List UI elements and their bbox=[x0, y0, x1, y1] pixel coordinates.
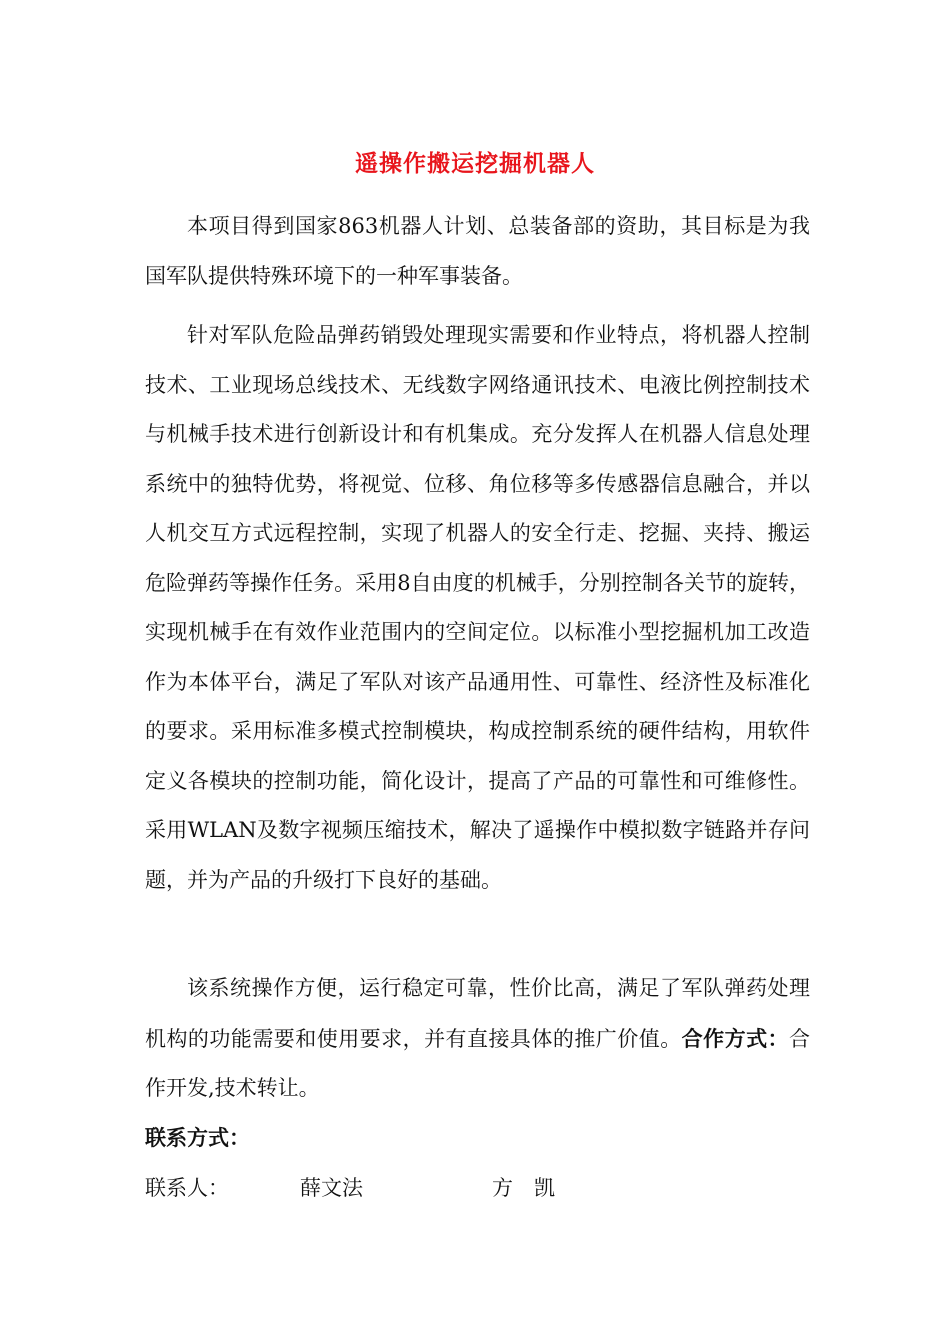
contact-name: 方 凯 bbox=[492, 1176, 555, 1200]
contact-name: 薛文法 bbox=[300, 1176, 363, 1200]
paragraph-technical bbox=[145, 311, 810, 905]
paragraph-text bbox=[145, 964, 810, 1114]
paragraph-summary bbox=[145, 964, 810, 1114]
summary-text: 该系统操作方便，运行稳定可靠，性价比高，满足了军队弹药处理机构的功能需要和使用要求，并有直接具体的推广价值。 bbox=[145, 976, 810, 1051]
document-title: 遥操作搬运挖掘机器人 bbox=[355, 150, 595, 177]
paragraph-text: 本项目得到国家863机器人计划、总装备部的资助，其目标是为我国军队提供特殊环境下的一种军事装备。 bbox=[145, 214, 810, 288]
paragraph-text: 针对军队危险品弹药销毁处理现实需要和作业特点，将机器人控制技术、工业现场总线技术、无线数字网络通讯技术、电液比例控制技术与机械手技术进行创新设计和有机集成。充分发挥人在机器人信息处理系统中的独特优势，将视觉、位移、角位移等多传感器信息融合，并以人机交互方式远程控制，实现了机器人的安全行走、挖掘、夹持、搬运危险弹药等操作任务。采用8自由度的机械手，分别控制各关节的旋转，实现机械手在有效作业范围内的空间定位。以标准小型挖掘机加工改造作为本体平台，满足了军队对该产品通用性、可靠性、经济性及标准化的要求。采用标准多模式控制模块，构成控制系统的硬件结构，用软件定义各模块的控制功能，简化设计，提高了产品的可靠性和可维修性。采用WLAN及数字视频压缩技术，解决了遥操作中模拟数字链路并存问题，并为产品的升级打下良好的基础。 bbox=[145, 323, 810, 892]
contact-person-label: 联系人： bbox=[145, 1176, 229, 1200]
cooperation-value: 合作开发,技术转让。 bbox=[145, 1026, 811, 1100]
contact-heading: 联系方式： bbox=[145, 1125, 250, 1150]
paragraph-intro bbox=[145, 202, 810, 301]
cooperation-label: 合作方式： bbox=[681, 1025, 790, 1051]
